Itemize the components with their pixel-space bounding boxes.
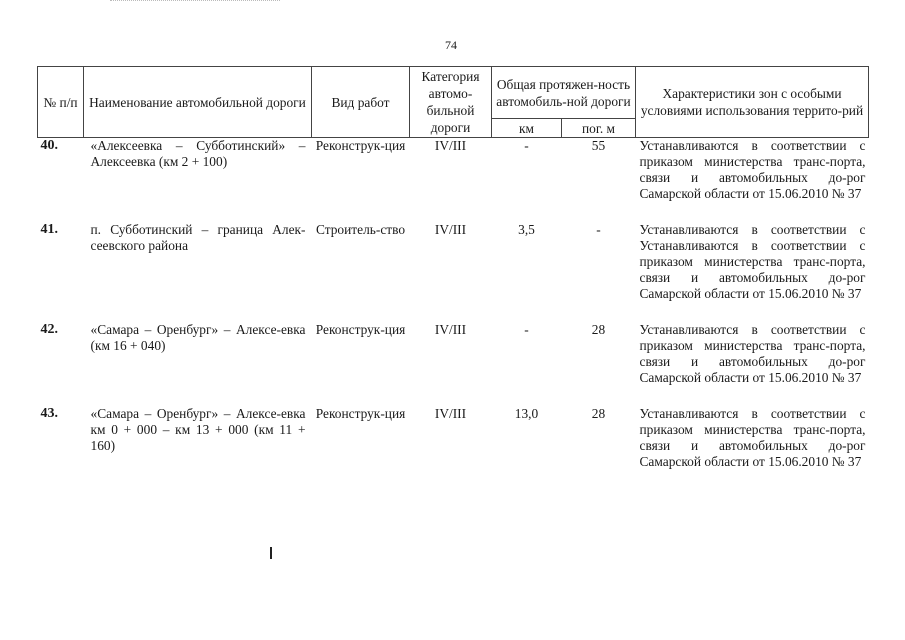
work-type: Реконструк-ция xyxy=(315,138,406,153)
table-row xyxy=(38,138,869,223)
road-name: «Самара – Оренбург» – Алексе-евка км 0 + 000 – км 13 + 000 (км 11 + 160) xyxy=(90,406,306,453)
header-work-type: Вид работ xyxy=(312,67,410,138)
work-type: Реконструк-ция xyxy=(315,406,406,421)
length-m: 55 xyxy=(591,138,606,153)
zone-characteristics: Устанавливаются в соответствии с приказом министерства транс-порта, связи и автомобильных до-рог Самарской области от 15.06.2010 № 37 xyxy=(639,138,866,201)
roads-table xyxy=(37,66,869,490)
row-number: 40. xyxy=(40,138,58,153)
table-row xyxy=(38,406,869,490)
table-body xyxy=(38,138,869,491)
table-header xyxy=(38,67,869,138)
length-km: - xyxy=(524,322,529,337)
table-row xyxy=(38,222,869,322)
scan-artifact-marks xyxy=(110,0,280,3)
road-name: «Алексеевка – Субботинский» – Алексеевка (км 2 + 100) xyxy=(90,138,306,169)
length-km: - xyxy=(524,138,529,153)
header-num: № п/п xyxy=(38,67,84,138)
page-number: 74 xyxy=(445,38,457,52)
header-length: Общая протяжен-ность автомобиль-ной дороги xyxy=(492,67,636,119)
length-m: 28 xyxy=(591,322,606,337)
row-number: 42. xyxy=(40,322,58,337)
road-category: IV/III xyxy=(434,406,467,421)
header-characteristics: Характеристики зон с особыми условиями использования террито-рий xyxy=(636,67,869,138)
header-road-name: Наименование автомобильной дороги xyxy=(84,67,312,138)
row-number: 41. xyxy=(40,222,58,237)
length-km: 13,0 xyxy=(514,406,539,421)
header-category: Категория автомо-бильной дороги xyxy=(410,67,492,138)
table-row xyxy=(38,322,869,406)
work-type: Реконструк-ция xyxy=(315,322,406,337)
length-m: - xyxy=(596,222,601,237)
road-name: п. Субботинский – граница Алек-сеевского района xyxy=(90,222,306,253)
header-length-m: пог. м xyxy=(562,119,636,138)
length-km: 3,5 xyxy=(518,222,535,237)
road-name: «Самара – Оренбург» – Алексе-евка (км 16 + 040) xyxy=(90,322,306,353)
row-number: 43. xyxy=(40,406,58,421)
road-category: IV/III xyxy=(434,222,467,237)
road-category: IV/III xyxy=(434,138,467,153)
zone-characteristics: Устанавливаются в соответствии с Устанавливаются в соответствии с приказом министерства транс-порта, связи и автомобильных до-рог Самарской области от 15.06.2010 № 37 xyxy=(639,222,866,301)
zone-characteristics: Устанавливаются в соответствии с приказом министерства транс-порта, связи и автомобильных до-рог Самарской области от 15.06.2010 № 37 xyxy=(639,406,866,469)
work-type: Строитель-ство xyxy=(315,222,406,237)
length-m: 28 xyxy=(591,406,606,421)
pen-mark xyxy=(270,547,272,559)
road-category: IV/III xyxy=(434,322,467,337)
zone-characteristics: Устанавливаются в соответствии с приказом министерства транс-порта, связи и автомобильных до-рог Самарской области от 15.06.2010 № 37 xyxy=(639,322,866,385)
header-length-km: км xyxy=(492,119,562,138)
